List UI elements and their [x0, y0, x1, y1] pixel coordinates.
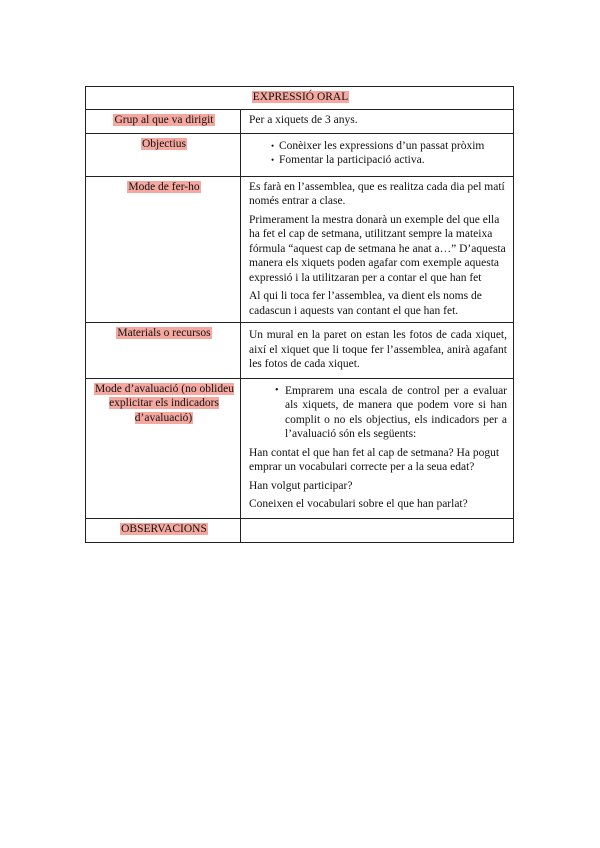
- row-label-avaluacio: Mode d’avaluació (no oblideu explicitar els indicadors d’avaluació): [95, 382, 234, 424]
- value-cell: [241, 323, 514, 379]
- label-cell: [86, 378, 241, 518]
- list-item: • Fomentar la participació activa.: [271, 153, 507, 168]
- materials-value: Un mural en la paret on estan les fotos de cada xiquet, així el xiquet que li toque fer l’assemblea, anirà agafant les fotos de cada xiquet.: [249, 329, 507, 370]
- list-item: • Emprarem una escala de control per a evaluar als xiquets, de manera que podem vore si han complit o no els objectius, els indicadors per a l’avaluació són els següents:: [275, 384, 507, 442]
- activity-table: [85, 86, 514, 543]
- row-label-materials: Materials o recursos: [117, 327, 211, 339]
- row-avaluacio: [86, 378, 514, 518]
- paragraph: Al qui li toca fer l’assemblea, va dient els noms de cadascun i aquests van contant el que han fet.: [249, 290, 482, 317]
- value-cell: [241, 176, 514, 323]
- label-cell: [86, 323, 241, 379]
- value-cell: [241, 133, 514, 176]
- row-grup: [86, 109, 514, 133]
- value-cell: [241, 109, 514, 133]
- question: Han contat el que han fet al cap de setmana? Ha pogut emprar un vocabulari correcte per a la seua edat?: [249, 446, 500, 473]
- label-cell: [86, 176, 241, 323]
- row-observacions: [86, 518, 514, 542]
- row-objectius: [86, 133, 514, 176]
- question: Coneixen el vocabulari sobre el que han parlat?: [249, 498, 468, 510]
- row-mode: [86, 176, 514, 323]
- question: Han volgut participar?: [249, 479, 353, 492]
- row-label-grup: Grup al que va dirigit: [114, 113, 214, 126]
- table-title: EXPRESSIÓ ORAL: [252, 91, 349, 103]
- paragraph: Primerament la mestra donarà un exemple del que ella ha fet el cap de setmana, utilitzant sempre la mateixa fórmula “aquest cap de setmana he anat a…” D’aquesta manera els xiquets poden agafar com exemple aquesta expressió i la utilitzaran per a contar el que han fet: [249, 213, 506, 284]
- value-cell: [241, 518, 514, 542]
- label-cell: [86, 518, 241, 542]
- avaluacio-list: [249, 384, 507, 442]
- objectius-list: [249, 139, 507, 168]
- header-cell: [86, 87, 514, 110]
- row-label-objectius: Objectius: [141, 137, 187, 150]
- value-cell: [241, 378, 514, 518]
- list-item: • Conèixer les expressions d’un passat pròxim: [271, 139, 507, 154]
- label-cell: [86, 133, 241, 176]
- header-row: [86, 87, 514, 110]
- row-materials: [86, 323, 514, 379]
- grup-value: Per a xiquets de 3 anys.: [249, 113, 358, 126]
- row-label-observacions: OBSERVACIONS: [121, 522, 207, 535]
- label-cell: [86, 109, 241, 133]
- paragraph: Es farà en l’assemblea, que es realitza cada dia pel matí només entrar a clase.: [249, 180, 505, 207]
- row-label-mode: Mode de fer-ho: [128, 180, 200, 193]
